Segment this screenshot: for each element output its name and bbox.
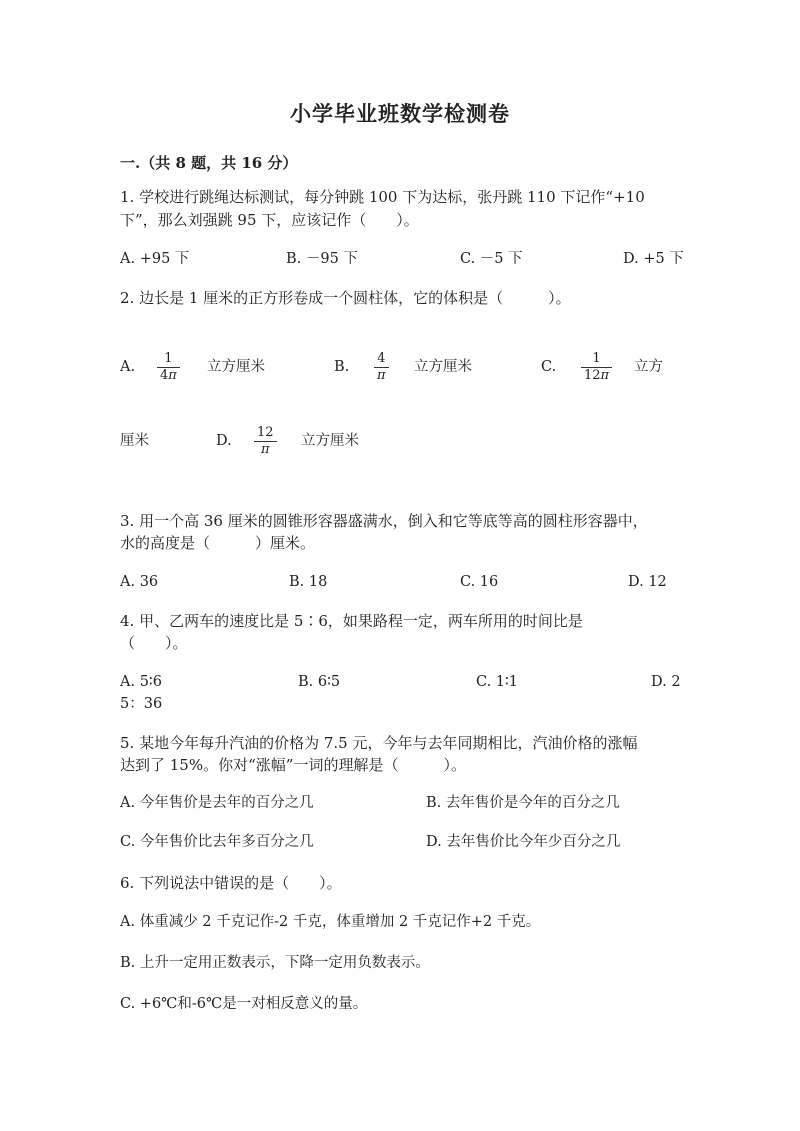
- q2-a-numerator: 1: [164, 351, 173, 366]
- q4-option-a: A. 5∶6: [120, 674, 162, 690]
- q5-option-d: D. 去年售价比今年少百分之几: [426, 834, 621, 850]
- q3-option-c: C. 16: [460, 574, 499, 590]
- q2-option-c-label: C.: [541, 359, 557, 375]
- q1-option-d: D. +5 下: [623, 251, 684, 267]
- q6-option-c: C. +6℃和-6℃是一对相反意义的量。: [120, 996, 368, 1012]
- q3-option-a: A. 36: [120, 574, 159, 590]
- q2-option-b-unit: 立方厘米: [414, 359, 472, 375]
- q3-option-b: B. 18: [289, 574, 328, 590]
- q2-option-a-label: A.: [120, 359, 136, 375]
- q6-option-b: B. 上升一定用正数表示，下降一定用负数表示。: [120, 955, 430, 971]
- q2-option-c-unit-cont: 厘米: [120, 433, 149, 449]
- q3-option-d: D. 12: [628, 574, 667, 590]
- q3-line1: 3. 用一个高 36 厘米的圆锥形容器盛满水，倒入和它等底等高的圆柱形容器中，: [120, 512, 648, 530]
- q2-option-c-fraction: [581, 351, 612, 384]
- q4-option-d: D. 2: [651, 674, 681, 690]
- q2-option-b-label: B.: [334, 359, 350, 375]
- q4-line2: （ ）。: [120, 634, 188, 652]
- q5-line2: 达到了 15%。你对“涨幅”一词的理解是（ ）。: [120, 756, 466, 774]
- q2-option-b-fraction: [374, 351, 389, 384]
- q2-a-denominator: 4π: [160, 368, 177, 383]
- q2-b-numerator: 4: [377, 351, 386, 366]
- q2-c-numerator: 1: [592, 351, 601, 366]
- q1-option-a: A. +95 下: [120, 251, 190, 267]
- q2-option-d-unit: 立方厘米: [301, 433, 359, 449]
- q1-option-b: B. －95 下: [286, 251, 358, 267]
- q2-c-denominator: 12π: [584, 368, 610, 383]
- q6-line1: 6. 下列说法中错误的是（ ）。: [120, 874, 342, 892]
- q2-option-a-fraction: [157, 351, 180, 384]
- q5-line1: 5. 某地今年每升汽油的价格为 7.5 元，今年与去年同期相比，汽油价格的涨幅: [120, 734, 638, 752]
- q1-line2: 下”，那么刘强跳 95 下，应该记作（ ）。: [120, 211, 419, 229]
- q5-option-a: A. 今年售价是去年的百分之几: [120, 795, 314, 811]
- q6-option-a: A. 体重减少 2 千克记作-2 千克，体重增加 2 千克记作+2 千克。: [120, 914, 541, 930]
- q2-line1: 2. 边长是 1 厘米的正方形卷成一个圆柱体，它的体积是（ ）。: [120, 289, 571, 307]
- q4-option-c: C. 1∶1: [476, 674, 519, 690]
- q3-line2: 水的高度是（ ）厘米。: [120, 534, 316, 552]
- page-title: 小学毕业班数学检测卷: [290, 101, 510, 126]
- q2-option-a-unit: 立方厘米: [207, 359, 265, 375]
- q2-option-d-label: D.: [216, 433, 232, 449]
- q5-option-c: C. 今年售价比去年多百分之几: [120, 834, 314, 850]
- q2-option-c-unit: 立方: [634, 359, 663, 375]
- q2-d-numerator: 12: [257, 425, 274, 440]
- q1-line1: 1. 学校进行跳绳达标测试，每分钟跳 100 下为达标，张丹跳 110 下记作“+10: [120, 188, 645, 206]
- q4-option-d-cont: 5：36: [120, 696, 163, 712]
- q1-option-c: C. －5 下: [460, 251, 523, 267]
- q2-b-denominator: π: [377, 368, 386, 383]
- q4-line1: 4. 甲、乙两车的速度比是 5∶6，如果路程一定，两车所用的时间比是: [120, 612, 583, 630]
- q2-option-d-fraction: [254, 425, 277, 458]
- section-heading: 一.（共 8 题，共 16 分）: [120, 154, 298, 172]
- q2-d-denominator: π: [261, 442, 270, 457]
- q5-option-b: B. 去年售价是今年的百分之几: [426, 795, 620, 811]
- q4-option-b: B. 6∶5: [298, 674, 341, 690]
